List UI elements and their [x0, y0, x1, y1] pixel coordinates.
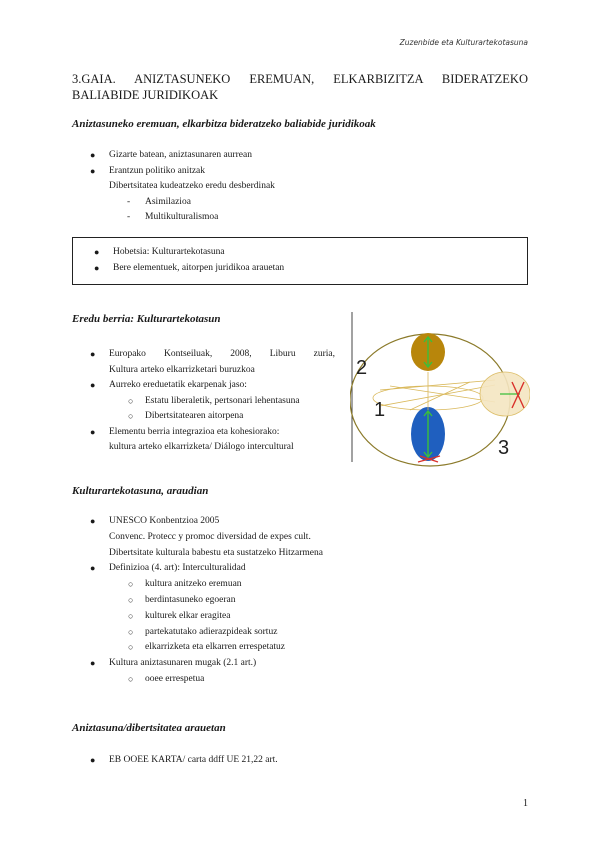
- list-item: ● EB OOEE KARTA/ carta ddff UE 21,22 art.: [0, 753, 600, 769]
- list-item: ○ elkarrizketa eta elkarren errespetatuz: [0, 640, 600, 656]
- list-continuation: Convenc. Protecc y promoc diversidad de expes cult.: [109, 531, 311, 542]
- list-item: - Multikulturalismoa: [0, 210, 600, 226]
- list-item: ○ Estatu liberaletik, pertsonari lehentasuna: [0, 394, 600, 410]
- boxed-list: [0, 245, 600, 277]
- list-continuation: Kultura arteko elkarrizketari buruzkoa: [109, 364, 255, 375]
- bullet-icon: ●: [90, 150, 96, 160]
- running-header: Zuzenbide eta Kulturartekotasuna: [399, 38, 528, 47]
- list-item: ● Europako Kontseiluak, 2008, Liburu zuria,: [0, 347, 600, 363]
- dash-marker: -: [127, 196, 131, 207]
- circle-bullet-icon: ○: [128, 642, 134, 653]
- section4-heading: Aniztasuna/dibertsitatea arauetan: [72, 722, 226, 734]
- list-item: ● Aurreko ereduetatik ekarpenak jaso:: [0, 378, 600, 394]
- dash-marker: -: [127, 212, 131, 222]
- circle-bullet-icon: ○: [128, 594, 134, 605]
- list-item: ○ partekatutako adierazpideak sortuz: [0, 625, 600, 641]
- bullet-icon: ●: [90, 380, 96, 390]
- list-item: ● UNESCO Konbentzioa 2005: [0, 514, 600, 530]
- page-number: 1: [523, 798, 528, 809]
- section1-list: [0, 148, 600, 226]
- list-item: ● Kultura aniztasunaren mugak (2.1 art.): [0, 656, 600, 672]
- interculturality-diagram: [350, 310, 530, 470]
- list-item: ○ berdintasuneko egoeran: [0, 593, 600, 609]
- figure-label-1: 1: [374, 399, 386, 421]
- list-item: ○ kultura anitzeko eremuan: [0, 577, 600, 593]
- bullet-icon: ●: [90, 658, 96, 669]
- list-continuation: Dibertsitatea kudeatzeko eredu desberdinak: [109, 181, 275, 191]
- list-continuation: kultura arteko elkarrizketa/ Diálogo intercultural: [109, 442, 294, 452]
- section4-list: [0, 753, 600, 769]
- circle-bullet-icon: ○: [128, 626, 134, 637]
- connector-lines: [380, 380, 495, 410]
- bullet-icon: ●: [90, 165, 96, 176]
- bullet-icon: ●: [90, 426, 96, 437]
- bullet-icon: ●: [94, 247, 100, 257]
- circle-bullet-icon: ○: [128, 673, 134, 684]
- list-item: ● Definizioa (4. art): Interculturalidad: [0, 561, 600, 577]
- list-item: ● Erantzun politiko anitzak: [0, 164, 600, 180]
- figure-label-2: 2: [356, 357, 368, 379]
- list-item: ● Hobetsia: Kulturartekotasuna: [0, 245, 600, 261]
- section3-heading: Kulturartekotasuna, araudian: [72, 485, 209, 497]
- bullet-icon: ●: [94, 263, 100, 273]
- page-title: 3.GAIA. ANIZTASUNEKO EREMUAN, ELKARBIZITZA BIDERATZEKO: [72, 72, 528, 86]
- page-title-line2: BALIABIDE JURIDIKOAK: [72, 88, 219, 102]
- section2-heading: Eredu berria: Kulturartekotasun: [72, 313, 221, 325]
- circle-bullet-icon: ○: [128, 395, 134, 406]
- circle-bullet-icon: ○: [128, 579, 134, 590]
- list-item: ● Elementu berria integrazioa eta kohesiorako:: [0, 425, 600, 441]
- list-item: ● Gizarte batean, aniztasunaren aurrean: [0, 148, 600, 164]
- list-item: ● Bere elementuek, aitorpen juridikoa arauetan: [0, 261, 600, 277]
- bullet-icon: ●: [90, 349, 96, 359]
- bullet-icon: ●: [90, 516, 96, 526]
- list-item: ○ kulturek elkar eragitea: [0, 609, 600, 625]
- list-item: - Asimilazioa: [0, 195, 600, 211]
- list-item: ○ ooee errespetua: [0, 672, 600, 688]
- bullet-icon: ●: [90, 755, 96, 765]
- list-item: ○ Dibertsitatearen aitorpena: [0, 409, 600, 425]
- list-continuation: Dibertsitate kulturala babestu eta sustatzeko Hitzarmena: [109, 547, 323, 558]
- section3-list: [0, 514, 600, 688]
- section1-heading: Aniztasuneko eremuan, elkarbitza bideratzeko baliabide juridikoak: [72, 118, 376, 130]
- circle-bullet-icon: ○: [128, 610, 134, 621]
- circle-bullet-icon: ○: [128, 411, 134, 421]
- figure-label-3: 3: [498, 437, 510, 459]
- bullet-icon: ●: [90, 563, 96, 574]
